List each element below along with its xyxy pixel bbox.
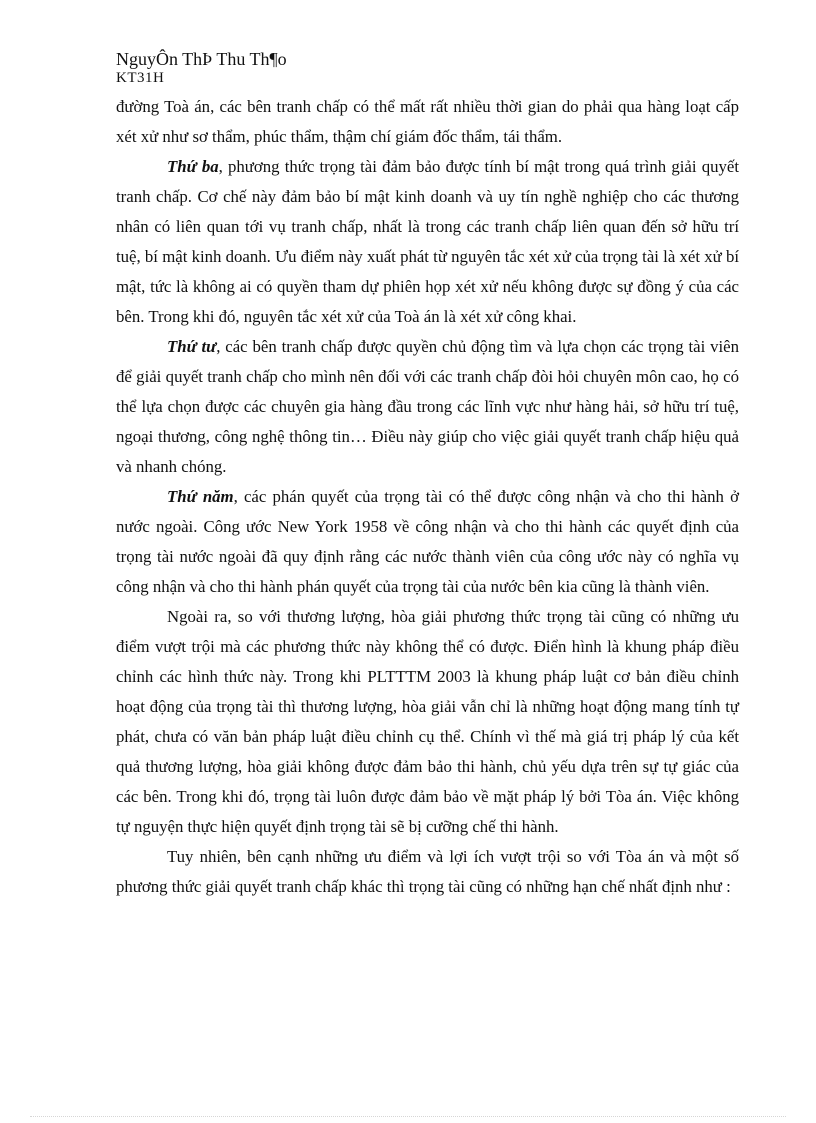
paragraph-lead: Thứ tư	[167, 337, 217, 356]
document-body	[116, 92, 739, 902]
paragraph-text: , các phán quyết của trọng tài có thể được công nhận và cho thi hành ở nước ngoài. Công ước New York 1958 về công nhận và cho thi hành các quyết định của trọng tài nước ngoài đã quy định rằng các nước thành viên của công ước này có nghĩa vụ công nhận và cho thi hành phán quyết của trọng tài của nước bên kia cũng là thành viên.	[116, 487, 739, 596]
page-header	[116, 48, 287, 87]
paragraph-lead: Thứ năm	[167, 487, 234, 506]
paragraph-4	[116, 482, 739, 602]
paragraph-1	[116, 92, 739, 152]
author-name: NguyÔn ThÞ Thu Th¶o	[116, 49, 287, 69]
paragraph-2	[116, 152, 739, 332]
class-code: KT31H	[116, 70, 165, 86]
paragraph-5	[116, 602, 739, 842]
paragraph-3	[116, 332, 739, 482]
paragraph-text: đường Toà án, các bên tranh chấp có thể mất rất nhiều thời gian do phải qua hàng loạt cấp xét xử như sơ thẩm, phúc thẩm, thậm chí giám đốc thẩm, tái thẩm.	[116, 97, 739, 146]
paragraph-6	[116, 842, 739, 902]
paragraph-lead: Thứ ba	[167, 157, 219, 176]
paragraph-text: Tuy nhiên, bên cạnh những ưu điểm và lợi ích vượt trội so với Tòa án và một số phương thức giải quyết tranh chấp khác thì trọng tài cũng có những hạn chế nhất định như :	[116, 847, 739, 896]
paragraph-text: , phương thức trọng tài đảm bảo được tính bí mật trong quá trình giải quyết tranh chấp. Cơ chế này đảm bảo bí mật kinh doanh và uy tín nghề nghiệp cho các thương nhân có liên quan tới vụ tranh chấp, nhất là trong các tranh chấp liên quan đến sở hữu trí tuệ, bí mật kinh doanh. Ưu điểm này xuất phát từ nguyên tắc xét xử của trọng tài là xét xử bí mật, tức là không ai có quyền tham dự phiên họp xét xử nếu không được sự đồng ý của các bên. Trong khi đó, nguyên tắc xét xử của Toà án là xét xử công khai.	[116, 157, 739, 326]
paragraph-text: , các bên tranh chấp được quyền chủ động tìm và lựa chọn các trọng tài viên để giải quyết tranh chấp cho mình nên đối với các tranh chấp đòi hỏi chuyên môn cao, họ có thể lựa chọn được các chuyên gia hàng đầu trong các lĩnh vực như hàng hải, sở hữu trí tuệ, ngoại thương, công nghệ thông tin… Điều này giúp cho việc giải quyết tranh chấp hiệu quả và nhanh chóng.	[116, 337, 739, 476]
page-bottom-divider	[30, 1116, 786, 1117]
paragraph-text: Ngoài ra, so với thương lượng, hòa giải phương thức trọng tài cũng có những ưu điểm vượt trội mà các phương thức này không thể có được. Điển hình là khung pháp điều chỉnh các hình thức này. Trong khi PLTTTM 2003 là khung pháp luật cơ bản điều chỉnh hoạt động của trọng tài thì thương lượng, hòa giải vẫn chỉ là những hoạt động mang tính tự phát, chưa có văn bản pháp luật điều chỉnh cụ thể. Chính vì thế mà giá trị pháp lý của kết quả thương lượng, hòa giải không được đảm bảo thi hành, chủ yếu dựa trên sự tự giác của các bên. Trong khi đó, trọng tài luôn được đảm bảo về mặt pháp lý bởi Tòa án. Việc không tự nguyện thực hiện quyết định trọng tài sẽ bị cưỡng chế thi hành.	[116, 607, 739, 836]
